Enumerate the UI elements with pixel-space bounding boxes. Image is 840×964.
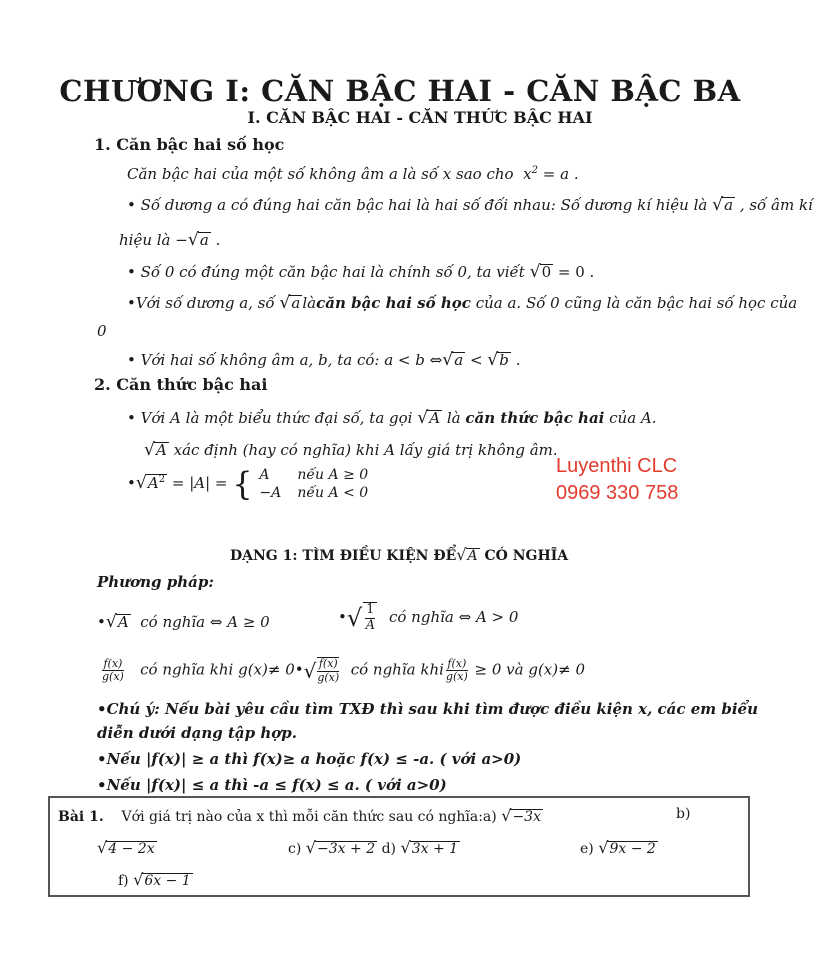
watermark-name: Luyenthi CLC xyxy=(556,455,678,477)
abs-formula: $•√A^2 = |A|$ = { A nếu A ≥ 0 −A nếu A < 0 xyxy=(127,465,369,504)
expr-a: −3x xyxy=(512,809,541,825)
sqrt-A-2: A xyxy=(156,441,167,459)
chapter-title: CHƯƠNG I: CĂN BẬC HAI - CĂN BẬC BA xyxy=(59,74,741,108)
line2-end: , số âm kí xyxy=(739,196,813,214)
section1-line3: hiệu là −√a . xyxy=(119,230,221,250)
section1-line1 xyxy=(127,165,579,183)
term-can-bac-hai-so-hoc: căn bậc hai số học xyxy=(316,294,471,312)
rule-abs-le: •Nếu |f(x)| ≤ a thì -a ≤ f(x) ≤ a. ( với a>0) xyxy=(97,776,447,794)
bai1-line1: Bài 1. Với giá trị nào của x thì mỗi căn thức sau có nghĩa:a) √−3x xyxy=(58,806,541,825)
rule-sqrt-1-over-A: •√ $\frac{1}{A}$ có nghĩa ⇔ A > 0 xyxy=(338,602,519,633)
sqrt-a-2: a xyxy=(291,294,301,312)
brace: { xyxy=(232,465,253,504)
sqrt-a-neg: a xyxy=(199,231,209,249)
dang1-heading: DẠNG 1: TÌM ĐIỀU KIỆN ĐỂ√A CÓ NGHĨA xyxy=(230,545,569,564)
s2-line1-end: của A. xyxy=(609,409,657,427)
s2-line1-text: • Với A là một biểu thức đại số, ta gọi xyxy=(127,409,413,427)
piecewise-cases: A nếu A ≥ 0 −A nếu A < 0 xyxy=(259,467,369,502)
line5-mid: là xyxy=(302,294,317,312)
section2-heading: 2. Căn thức bậc hai xyxy=(94,375,268,394)
bai1-label: Bài 1. xyxy=(58,809,104,825)
line4-end: = 0 . xyxy=(557,263,595,281)
note-line1: •Chú ý: Nếu bài yêu cầu tìm TXĐ thì sau khi tìm được điều kiện x, các em biểu xyxy=(97,700,758,718)
section1-line5: •Với số dương a, số √a làcăn bậc hai số học của a. Số 0 cũng là căn bậc hai số học của xyxy=(127,293,798,313)
sqrt-b: b xyxy=(499,351,509,369)
expr-f: f) √6x − 1 xyxy=(118,870,191,889)
line3-text: hiệu là − xyxy=(119,231,188,249)
note-line2: diễn dưới dạng tập hợp. xyxy=(97,724,297,742)
sqrt-A: A xyxy=(429,409,441,427)
rule-abs-ge: •Nếu |f(x)| ≥ a thì f(x)≥ a hoặc f(x) ≤ -a. ( với a>0) xyxy=(97,750,522,768)
line2-text: • Số dương a có đúng hai căn bậc hai là hai số đối nhau: Số dương kí hiệu là xyxy=(127,196,708,214)
line5-end: của a. Số 0 cũng là căn bậc hai số học của xyxy=(475,294,798,312)
expr-e: e) √9x − 2 xyxy=(580,838,656,857)
line7-end: . xyxy=(515,351,521,369)
section1-line7: • Với hai số không âm a, b, ta có: a < b ⇔√a < √b . xyxy=(127,350,521,370)
rule-fraction: $\frac{f(x)}{g(x)}$ có nghĩa khi g(x)≠ 0•√ $\frac{f(x)}{g(x)}$ có nghĩa khi $\frac{f(x)}{g(x)}$ ≥ 0 và g(x)≠ 0 xyxy=(102,656,585,684)
expr-c-d: c) √−3x + 2 d) √3x + 1 xyxy=(288,838,459,857)
method-label: Phương pháp: xyxy=(97,573,214,591)
rule-sqrt-A: •√A có nghĩa ⇔ A ≥ 0 xyxy=(97,612,270,632)
line3-end: . xyxy=(215,231,221,249)
s2-line2-text: xác định (hay có nghĩa) khi A lấy giá trị không âm. xyxy=(173,441,558,459)
line5-text: •Với số dương a, số xyxy=(127,294,275,312)
section1-line2: • Số dương a có đúng hai căn bậc hai là hai số đối nhau: Số dương kí hiệu là √a , số âm kí xyxy=(127,195,813,215)
line1-text: Căn bậc hai của một số không âm a là số x sao cho xyxy=(127,165,514,183)
section2-line2: √A xác định (hay có nghĩa) khi A lấy giá trị không âm. xyxy=(144,440,558,460)
section2-line1: • Với A là một biểu thức đại số, ta gọi √A là căn thức bậc hai của A. xyxy=(127,408,657,428)
abs-eq: = |A| = xyxy=(171,474,228,493)
section1-line4: • Số 0 có đúng một căn bậc hai là chính số 0, ta viết √0 = 0 . xyxy=(127,262,595,282)
section1-line6: 0 xyxy=(97,322,107,340)
sqrt-a-3: a xyxy=(454,351,464,369)
line1-math: $x^2$ xyxy=(523,165,538,183)
sqrt-a: a xyxy=(724,196,734,214)
expr-b: √4 − 2x xyxy=(97,838,155,857)
line7-text: • Với hai số không âm a, b, ta có: a < b ⇔ xyxy=(127,351,443,369)
sqrt-A-squared: $A^2$ xyxy=(147,474,166,493)
line4-text: • Số 0 có đúng một căn bậc hai là chính số 0, ta viết xyxy=(127,263,525,281)
b-label: b) xyxy=(676,806,691,822)
section-subtitle: I. CĂN BẬC HAI - CĂN THỨC BẬC HAI xyxy=(247,108,593,127)
bai1-text: Với giá trị nào của x thì mỗi căn thức sau có nghĩa:a) xyxy=(121,809,497,825)
watermark-phone: 0969 330 758 xyxy=(556,482,679,504)
s2-line1-mid: là xyxy=(446,409,461,427)
bullet: • xyxy=(127,474,136,493)
line1-end: = a . xyxy=(542,165,579,183)
sqrt-zero: 0 xyxy=(541,263,552,281)
section1-heading: 1. Căn bậc hai số học xyxy=(94,135,285,154)
term-can-thuc-bac-hai: căn thức bậc hai xyxy=(465,409,605,427)
lt-sign: < xyxy=(469,351,483,369)
